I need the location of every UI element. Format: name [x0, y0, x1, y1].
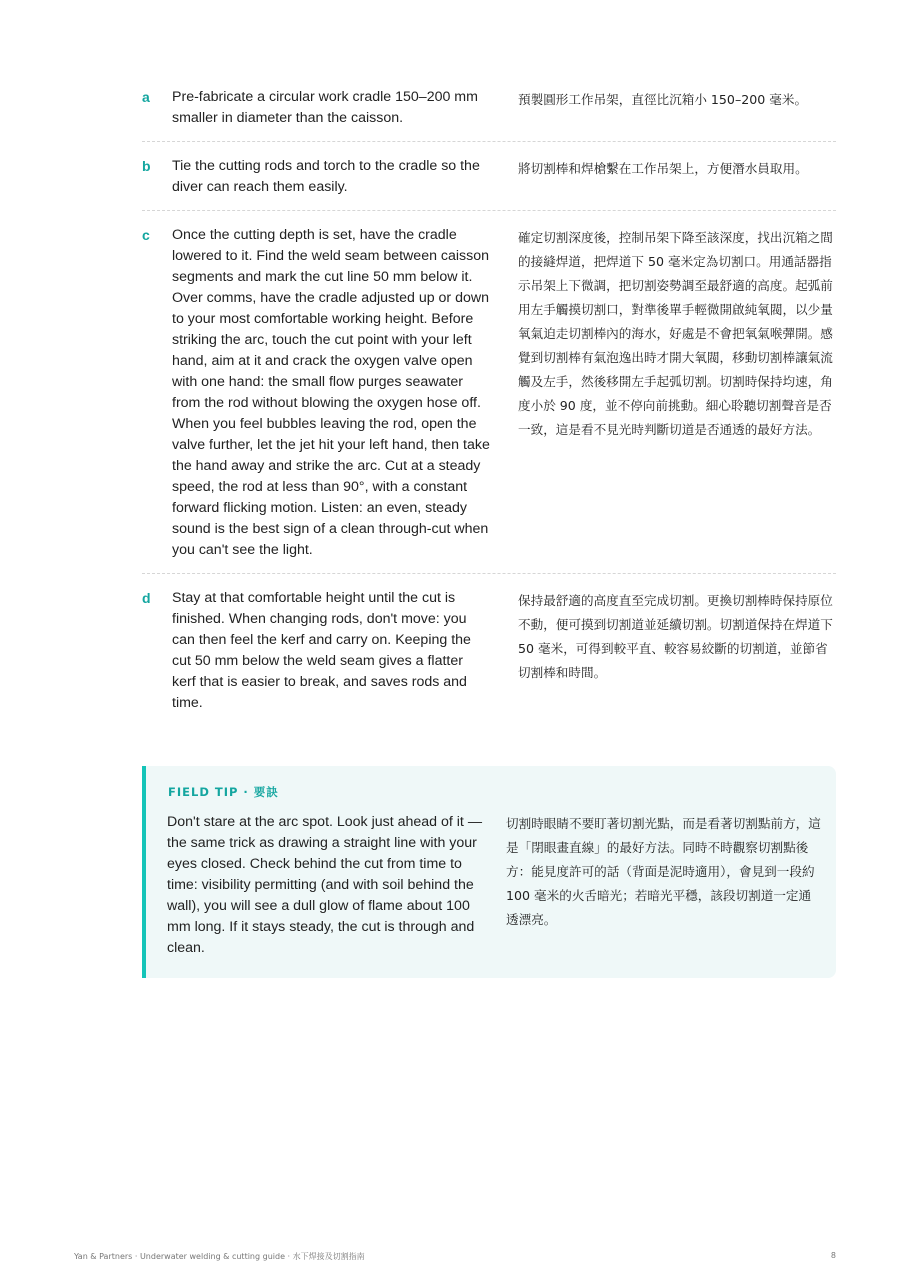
step-d	[142, 585, 836, 726]
field-tip-english: Don't stare at the arc spot. Look just ahead of it — the same trick as drawing a straight line with your eyes closed. Check behind the cut from time to time: visibility permitting (and with soil behind the wall), you will see a dull glow of flame about 100 mm long. If it stays steady, the cut is through and clean.	[167, 814, 483, 956]
step-a	[142, 84, 836, 142]
step-text-chinese: 預製圓形工作吊架，直徑比沉箱小 150–200 毫米。	[518, 92, 808, 107]
step-text-chinese: 確定切割深度後，控制吊架下降至該深度，找出沉箱之間的接縫焊道，把焊道下 50 毫米定為切割口。用通話器指示吊架上下微調，把切割姿勢調至最舒適的高度。起弧前用左手觸摸切割口，對準後單手輕微開啟純氧閥，以少量氧氣迫走切割棒內的海水，好處是不會把氧氣喉彈開。感覺到切割棒有氣泡逸出時才開大氧閥，移動切割棒讓氣流觸及左手，然後移開左手起弧切割。切割時保持均速，角度小於 90 度，並不停向前挑動。細心聆聽切割聲音是否一致，這是看不見光時判斷切道是否通透的最好方法。	[518, 230, 833, 437]
step-b	[142, 153, 836, 211]
step-text-english: Tie the cutting rods and torch to the cradle so the diver can reach them easily.	[172, 158, 480, 195]
step-letter: a	[142, 89, 150, 105]
step-text-english: Once the cutting depth is set, have the cradle lowered to it. Find the weld seam between caisson segments and mark the cut line 50 mm below it. Over comms, have the cradle adjusted up or down to your most comfortable working height. Before striking the arc, touch the cut point with your left hand, aim at it and crack the oxygen valve open with one hand: the small flow purges seawater from the rod without blowing the oxygen hose off. When you feel bubbles leaving the rod, open the valve further, let the jet hit your left hand, then take the hand away and strike the arc. Cut at a steady speed, the rod at less than 90°, with a constant forward flicking motion. Listen: an even, steady sound is the best sign of a clean through-cut when you can't see the light.	[172, 227, 490, 558]
step-text-english: Stay at that comfortable height until the cut is finished. When changing rods, don't move: you can then feel the kerf and carry on. Keeping the cut 50 mm below the weld seam gives a flatter kerf that is easier to break, and saves rods and time.	[172, 590, 471, 711]
step-text-chinese: 保持最舒適的高度直至完成切割。更換切割棒時保持原位不動，便可摸到切割道並延續切割。切割道保持在焊道下 50 毫米，可得到較平直、較容易絞斷的切割道，並節省切割棒和時間。	[518, 593, 833, 680]
step-letter: b	[142, 158, 151, 174]
step-letter: c	[142, 227, 150, 243]
step-c	[142, 222, 836, 574]
page-number: 8	[830, 1251, 836, 1260]
step-letter: d	[142, 590, 151, 606]
field-tip-box	[142, 766, 836, 978]
footer-title: Yan & Partners · Underwater welding & cutting guide · 水下焊接及切割指南	[74, 1252, 365, 1261]
steps-list	[142, 84, 836, 737]
field-tip-title: FIELD TIP · 要訣	[168, 785, 279, 799]
step-text-chinese: 將切割棒和焊槍繫在工作吊架上，方便潛水員取用。	[518, 161, 808, 176]
step-text-english: Pre-fabricate a circular work cradle 150–200 mm smaller in diameter than the caisson.	[172, 89, 478, 126]
field-tip-chinese: 切割時眼睛不要盯著切割光點，而是看著切割點前方，這是「閉眼畫直線」的最好方法。同時不時觀察切割點後方：能見度許可的話（背面是泥時適用），會見到一段約 100 毫米的火舌暗光；若暗光平穩，該段切割道一定通透漂亮。	[506, 816, 821, 927]
